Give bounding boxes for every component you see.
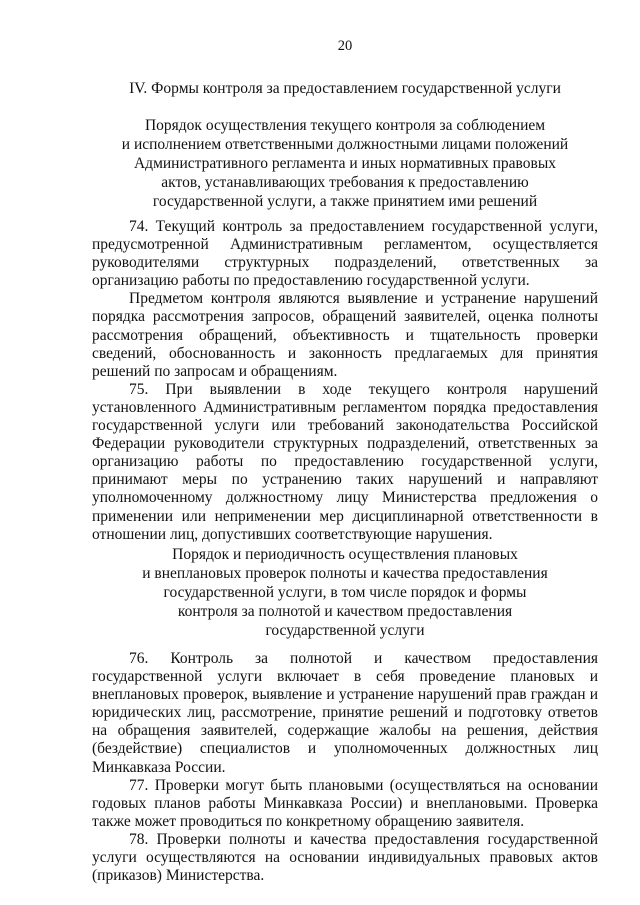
subheading-line: государственной услуги — [265, 622, 425, 639]
subheading-line: актов, устанавливающих требования к предоставлению — [161, 174, 529, 191]
paragraph-control-subject: Предметом контроля являются выявление и устранение нарушений порядка рассмотрения запросов, обращений заявителей, оценка полноты рассмотрения обращений, объективность и тщательность проверки сведений, обоснованность и законность предлагаемых для принятия решений по запросам и обращениям. — [92, 290, 598, 380]
paragraph-74: 74. Текущий контроль за предоставлением государственной услуги, предусмотренной Административным регламентом, осуществляется руководителями структурных подразделений, ответственных за организацию работы по предоставлению государственной услуги. — [92, 218, 598, 290]
page-number: 20 — [337, 38, 353, 54]
subheading-line: Порядок осуществления текущего контроля за соблюдением — [144, 117, 546, 134]
subheading-inspections — [92, 545, 598, 640]
subheading-line: и исполнением ответственными должностными лицами положений — [121, 136, 569, 153]
paragraph-78: 78. Проверки полноты и качества предоставления государственной услуги осуществляются на основании индивидуальных правовых актов (приказов) Министерства. — [92, 830, 598, 885]
subheading-line: контроля за полнотой и качеством предоставления — [177, 603, 513, 620]
section-title: IV. Формы контроля за предоставлением государственной услуги — [129, 80, 561, 97]
subheading-line: государственной услуги, а также принятием ими решений — [152, 193, 538, 210]
paragraph-77: 77. Проверки могут быть плановыми (осуществляться на основании годовых планов работы Минкавказа России) и внеплановыми. Проверка также может проводиться по конкретному обращению заявителя. — [92, 776, 598, 830]
subheading-line: и внеплановых проверок полноты и качества предоставления — [142, 565, 548, 582]
subheading-line: Порядок и периодичность осуществления плановых — [172, 546, 518, 563]
subheading-line: Административного регламента и иных нормативных правовых — [133, 155, 557, 172]
paragraph-76: 76. Контроль за полнотой и качеством предоставления государственной услуги включает в себя проведение плановых и внеплановых проверок, выявление и устранение нарушений прав граждан и юридических лиц, рассмотрение, принятие решений и подготовку ответов на обращения заявителей, содержащие жалобы на решения, действия (бездействие) специалистов и уполномоченных должностных лиц Минкавказа России. — [92, 650, 598, 776]
body-text-block-2 — [92, 650, 598, 885]
paragraph-75: 75. При выявлении в ходе текущего контроля нарушений установленного Административным регламентом порядка предоставления государственной услуги или требований законодательства Российской Федерации руководители структурных подразделений, ответственных за организацию работы по предоставлению государственной услуги, принимают меры по устранению таких нарушений и направляют уполномоченному должностному лицу Министерства предложения о применении или неприменении мер дисциплинарной ответственности в отношении лиц, допустивших соответствующие нарушения. — [92, 380, 598, 543]
subheading-line: государственной услуги, в том числе порядок и формы — [163, 584, 527, 601]
subheading-current-control — [92, 116, 598, 211]
body-text-block-1 — [92, 218, 598, 544]
